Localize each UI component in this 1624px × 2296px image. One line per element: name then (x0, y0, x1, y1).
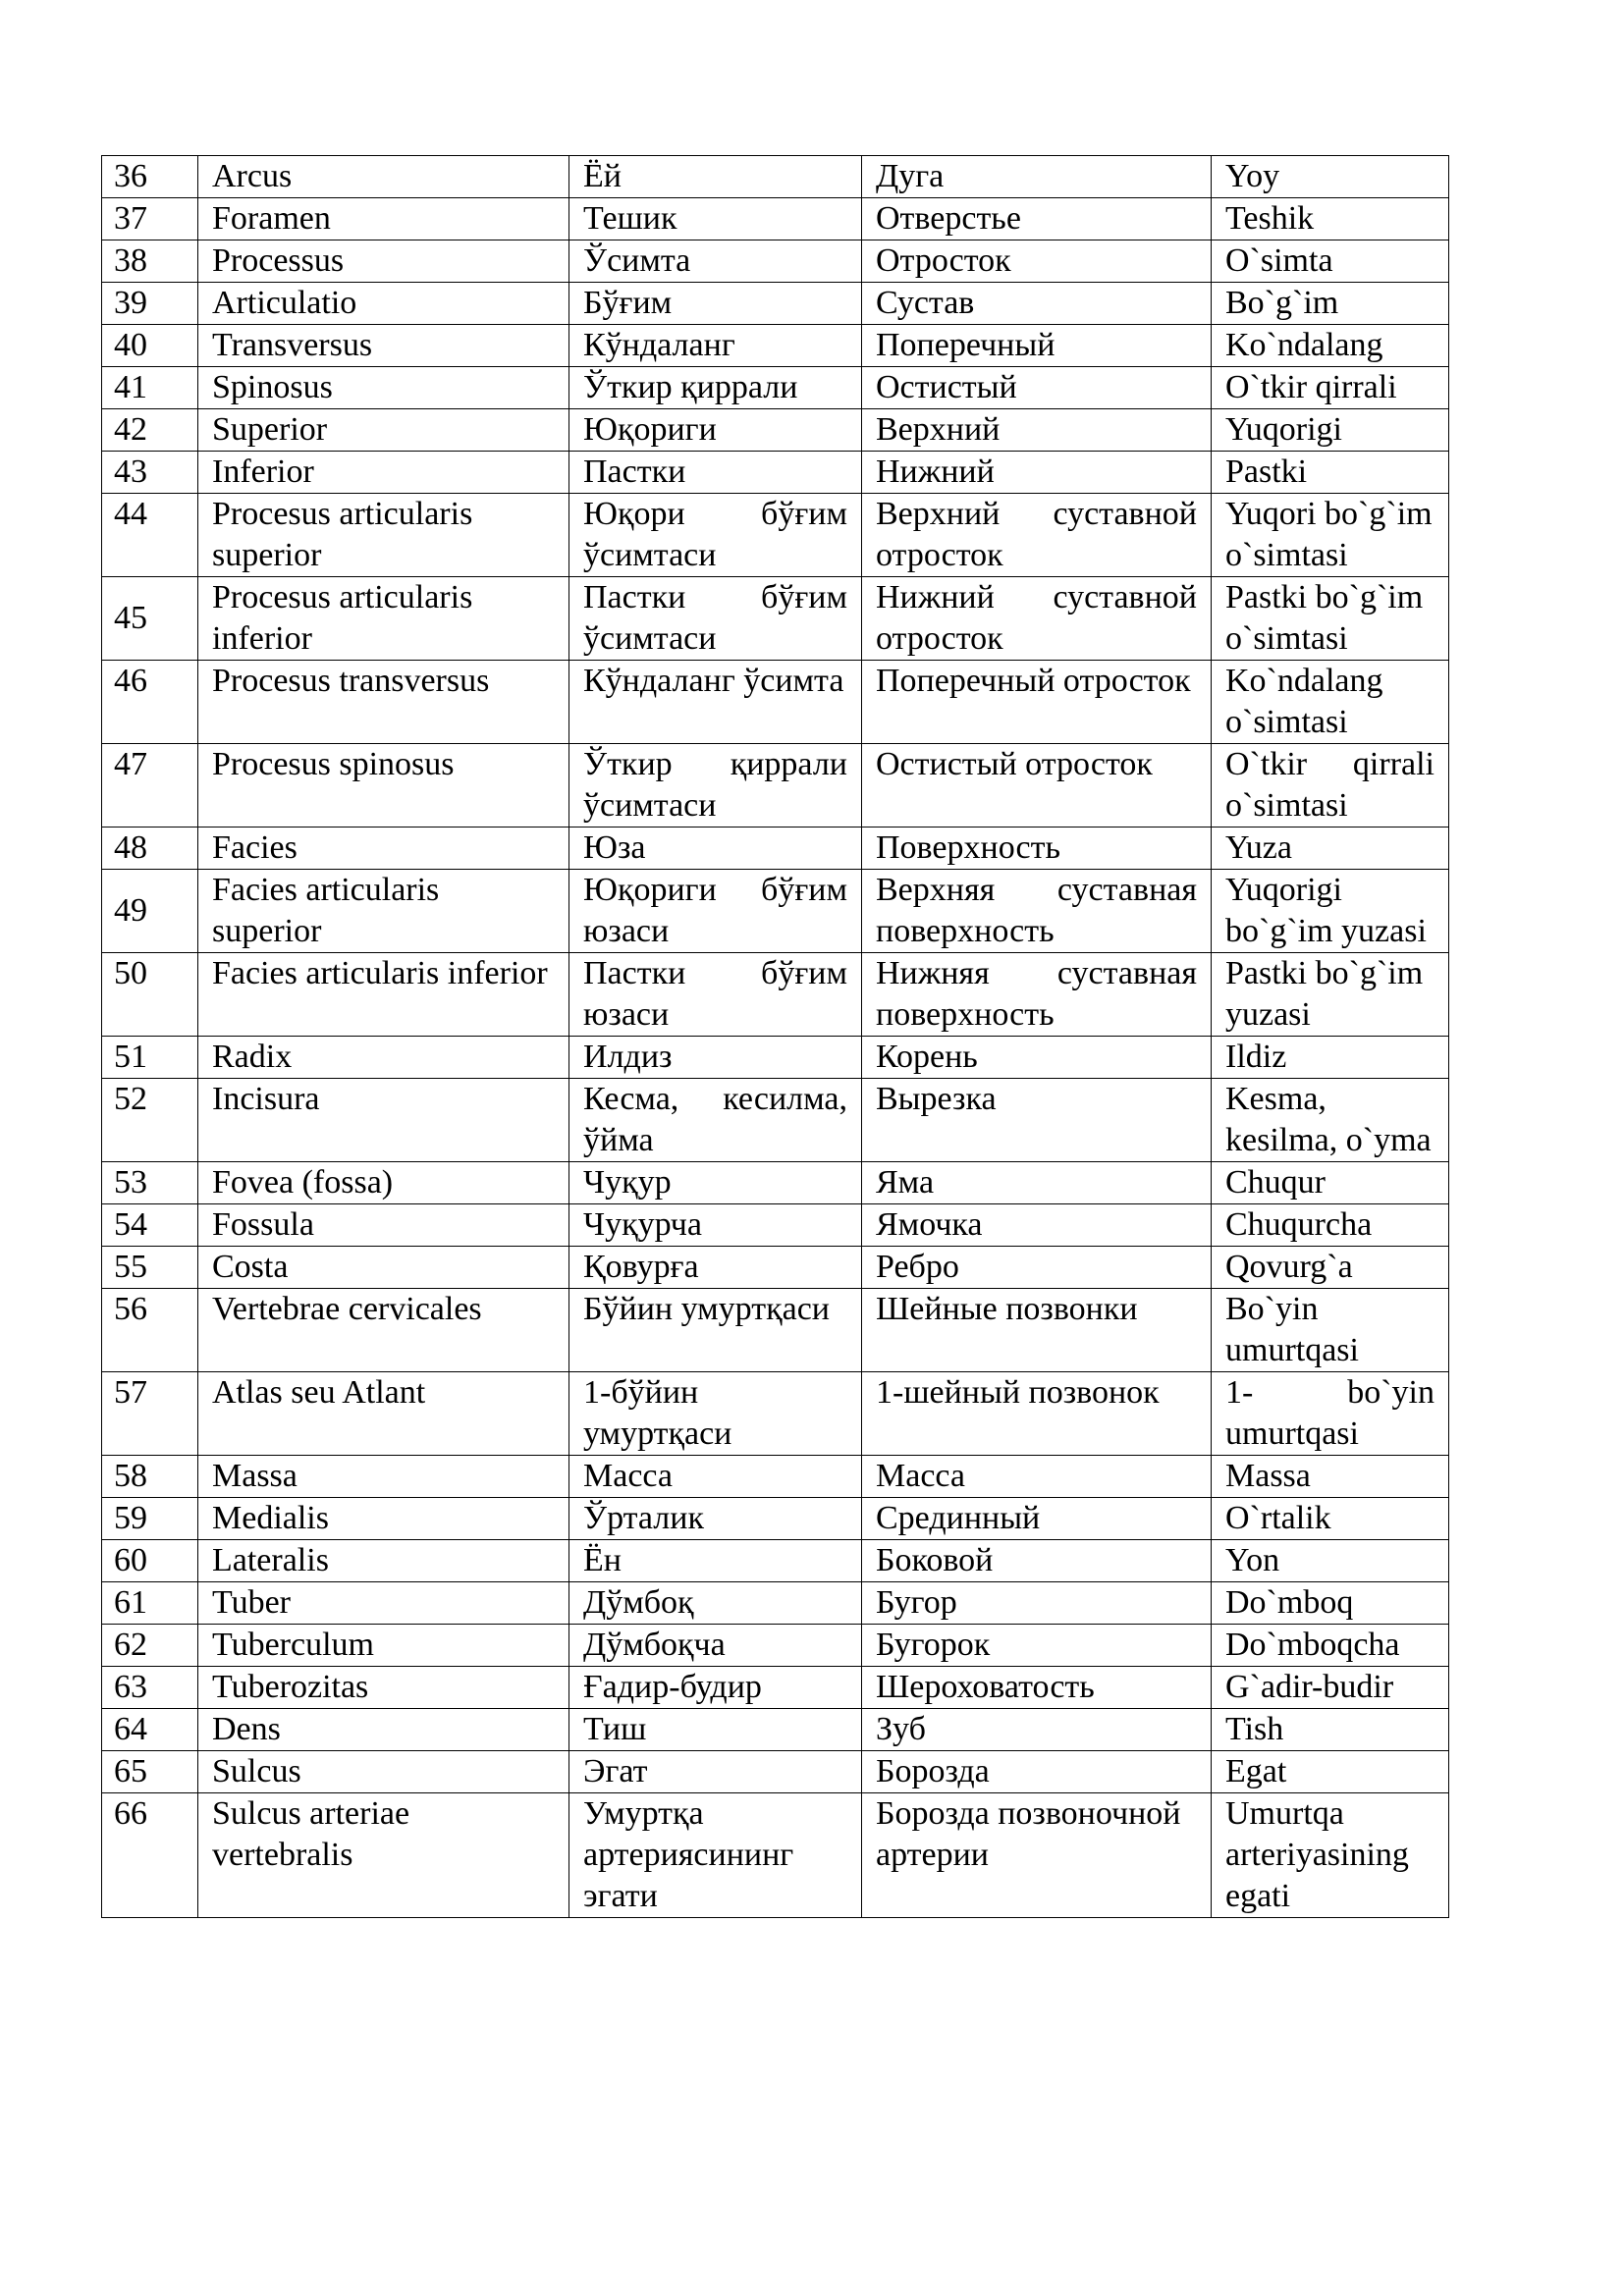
latin-term-cell: Medialis (198, 1498, 569, 1540)
uzbek-cyrillic-term-cell: Тешик (569, 198, 862, 240)
table-row (102, 1204, 1449, 1247)
uzbek-cyrillic-term-cell: 1-бўйин умуртқаси (569, 1372, 862, 1456)
russian-term-cell: Шероховатость (862, 1667, 1212, 1709)
latin-term-cell: Facies articularis superior (198, 870, 569, 953)
uzbek-cyrillic-term-cell: Ёй (569, 156, 862, 198)
uzbek-cyrillic-term-cell: Бўғим (569, 283, 862, 325)
uzbek-latin-term-cell: Bo`yin umurtqasi (1212, 1289, 1449, 1372)
uzbek-cyrillic-term-cell: Юқориги (569, 409, 862, 452)
latin-term-cell: Spinosus (198, 367, 569, 409)
uzbek-latin-term-cell: G`adir-budir (1212, 1667, 1449, 1709)
uzbek-latin-term-cell: Massa (1212, 1456, 1449, 1498)
table-row (102, 325, 1449, 367)
uzbek-latin-term-cell: Ko`ndalang (1212, 325, 1449, 367)
uzbek-cyrillic-term-cell: Кўндаланг ўсимта (569, 661, 862, 744)
uzbek-latin-term-cell: O`tkir qirrali (1212, 367, 1449, 409)
row-number-cell: 59 (102, 1498, 198, 1540)
uzbek-cyrillic-term-cell: Пастки бўғим ўсимтаси (569, 577, 862, 661)
latin-term-cell: Facies articularis inferior (198, 953, 569, 1037)
russian-term-cell: Верхний (862, 409, 1212, 452)
russian-term-cell: Шейные позвонки (862, 1289, 1212, 1372)
uzbek-cyrillic-term-cell: Ўткир қиррали (569, 367, 862, 409)
russian-term-cell: Поперечный отросток (862, 661, 1212, 744)
uzbek-latin-term-cell: Chuqur (1212, 1162, 1449, 1204)
russian-term-cell: Борозда позвоночной артерии (862, 1793, 1212, 1918)
russian-term-cell: Дуга (862, 156, 1212, 198)
uzbek-latin-term-cell: 1- bo`yin umurtqasi (1212, 1372, 1449, 1456)
latin-term-cell: Fossula (198, 1204, 569, 1247)
uzbek-cyrillic-term-cell: Дўмбоқ (569, 1582, 862, 1625)
terminology-table-body (102, 156, 1449, 1918)
uzbek-latin-term-cell: Chuqurcha (1212, 1204, 1449, 1247)
row-number-cell: 47 (102, 744, 198, 828)
row-number-cell: 36 (102, 156, 198, 198)
uzbek-latin-term-cell: Yoy (1212, 156, 1449, 198)
table-row (102, 1709, 1449, 1751)
row-number-cell: 46 (102, 661, 198, 744)
uzbek-cyrillic-term-cell: Қовурға (569, 1247, 862, 1289)
latin-term-cell: Fovea (fossa) (198, 1162, 569, 1204)
uzbek-cyrillic-term-cell: Юза (569, 828, 862, 870)
row-number-cell: 62 (102, 1625, 198, 1667)
russian-term-cell: Остистый (862, 367, 1212, 409)
latin-term-cell: Facies (198, 828, 569, 870)
uzbek-latin-term-cell: O`simta (1212, 240, 1449, 283)
russian-term-cell: Бугор (862, 1582, 1212, 1625)
table-row (102, 661, 1449, 744)
uzbek-cyrillic-term-cell: Кўндаланг (569, 325, 862, 367)
row-number-cell: 37 (102, 198, 198, 240)
latin-term-cell: Tuberozitas (198, 1667, 569, 1709)
row-number-cell: 57 (102, 1372, 198, 1456)
uzbek-cyrillic-term-cell: Пастки бўғим юзаси (569, 953, 862, 1037)
row-number-cell: 38 (102, 240, 198, 283)
latin-term-cell: Massa (198, 1456, 569, 1498)
uzbek-latin-term-cell: Teshik (1212, 198, 1449, 240)
latin-term-cell: Dens (198, 1709, 569, 1751)
row-number-cell: 52 (102, 1079, 198, 1162)
uzbek-latin-term-cell: Egat (1212, 1751, 1449, 1793)
row-number-cell: 60 (102, 1540, 198, 1582)
table-row (102, 1625, 1449, 1667)
table-row (102, 577, 1449, 661)
table-row (102, 1289, 1449, 1372)
row-number-cell: 66 (102, 1793, 198, 1918)
row-number-cell: 41 (102, 367, 198, 409)
table-row (102, 1079, 1449, 1162)
latin-term-cell: Vertebrae cervicales (198, 1289, 569, 1372)
uzbek-latin-term-cell: Yon (1212, 1540, 1449, 1582)
table-row (102, 1037, 1449, 1079)
latin-term-cell: Articulatio (198, 283, 569, 325)
uzbek-latin-term-cell: Ildiz (1212, 1037, 1449, 1079)
latin-term-cell: Foramen (198, 198, 569, 240)
table-row (102, 828, 1449, 870)
row-number-cell: 58 (102, 1456, 198, 1498)
uzbek-latin-term-cell: O`tkir qirrali o`simtasi (1212, 744, 1449, 828)
table-row (102, 1247, 1449, 1289)
row-number-cell: 65 (102, 1751, 198, 1793)
uzbek-cyrillic-term-cell: Пастки (569, 452, 862, 494)
row-number-cell: 43 (102, 452, 198, 494)
russian-term-cell: Нижний суставной отросток (862, 577, 1212, 661)
row-number-cell: 63 (102, 1667, 198, 1709)
table-row (102, 1751, 1449, 1793)
russian-term-cell: Сустав (862, 283, 1212, 325)
russian-term-cell: Срединный (862, 1498, 1212, 1540)
uzbek-cyrillic-term-cell: Илдиз (569, 1037, 862, 1079)
uzbek-cyrillic-term-cell: Ён (569, 1540, 862, 1582)
uzbek-cyrillic-term-cell: Юқориги бўғим юзаси (569, 870, 862, 953)
uzbek-latin-term-cell: O`rtalik (1212, 1498, 1449, 1540)
uzbek-latin-term-cell: Ko`ndalang o`simtasi (1212, 661, 1449, 744)
table-row (102, 1162, 1449, 1204)
russian-term-cell: Яма (862, 1162, 1212, 1204)
row-number-cell: 51 (102, 1037, 198, 1079)
latin-term-cell: Tuber (198, 1582, 569, 1625)
russian-term-cell: Остистый отросток (862, 744, 1212, 828)
russian-term-cell: Корень (862, 1037, 1212, 1079)
russian-term-cell: Ямочка (862, 1204, 1212, 1247)
table-row (102, 1667, 1449, 1709)
latin-term-cell: Inferior (198, 452, 569, 494)
russian-term-cell: Верхний суставной отросток (862, 494, 1212, 577)
russian-term-cell: Нижняя суставная поверхность (862, 953, 1212, 1037)
uzbek-latin-term-cell: Pastki (1212, 452, 1449, 494)
table-row (102, 744, 1449, 828)
uzbek-latin-term-cell: Yuqorigi bo`g`im yuzasi (1212, 870, 1449, 953)
uzbek-cyrillic-term-cell: Чуқур (569, 1162, 862, 1204)
uzbek-latin-term-cell: Yuza (1212, 828, 1449, 870)
latin-term-cell: Arcus (198, 156, 569, 198)
latin-term-cell: Atlas seu Atlant (198, 1372, 569, 1456)
latin-term-cell: Procesus articularis superior (198, 494, 569, 577)
table-row (102, 870, 1449, 953)
latin-term-cell: Transversus (198, 325, 569, 367)
table-row (102, 1540, 1449, 1582)
russian-term-cell: Ребро (862, 1247, 1212, 1289)
table-row (102, 494, 1449, 577)
russian-term-cell: Поперечный (862, 325, 1212, 367)
russian-term-cell: Масса (862, 1456, 1212, 1498)
row-number-cell: 56 (102, 1289, 198, 1372)
uzbek-cyrillic-term-cell: Эгат (569, 1751, 862, 1793)
latin-term-cell: Radix (198, 1037, 569, 1079)
uzbek-cyrillic-term-cell: Кесма, кесилма, ўйма (569, 1079, 862, 1162)
russian-term-cell: Зуб (862, 1709, 1212, 1751)
row-number-cell: 39 (102, 283, 198, 325)
uzbek-latin-term-cell: Bo`g`im (1212, 283, 1449, 325)
table-row (102, 1498, 1449, 1540)
row-number-cell: 55 (102, 1247, 198, 1289)
russian-term-cell: Отросток (862, 240, 1212, 283)
uzbek-latin-term-cell: Umurtqa arteriyasining egati (1212, 1793, 1449, 1918)
latin-term-cell: Incisura (198, 1079, 569, 1162)
row-number-cell: 53 (102, 1162, 198, 1204)
uzbek-latin-term-cell: Tish (1212, 1709, 1449, 1751)
table-row (102, 283, 1449, 325)
uzbek-cyrillic-term-cell: Ўсимта (569, 240, 862, 283)
latin-term-cell: Costa (198, 1247, 569, 1289)
uzbek-cyrillic-term-cell: Дўмбоқча (569, 1625, 862, 1667)
table-row (102, 1582, 1449, 1625)
terminology-table (101, 155, 1449, 1918)
uzbek-latin-term-cell: Kesma, kesilma, o`yma (1212, 1079, 1449, 1162)
table-row (102, 1793, 1449, 1918)
russian-term-cell: Верхняя суставная поверхность (862, 870, 1212, 953)
latin-term-cell: Lateralis (198, 1540, 569, 1582)
uzbek-latin-term-cell: Pastki bo`g`im o`simtasi (1212, 577, 1449, 661)
uzbek-latin-term-cell: Do`mboqcha (1212, 1625, 1449, 1667)
row-number-cell: 44 (102, 494, 198, 577)
row-number-cell: 54 (102, 1204, 198, 1247)
russian-term-cell: Борозда (862, 1751, 1212, 1793)
uzbek-latin-term-cell: Do`mboq (1212, 1582, 1449, 1625)
uzbek-latin-term-cell: Pastki bo`g`im yuzasi (1212, 953, 1449, 1037)
uzbek-latin-term-cell: Qovurg`a (1212, 1247, 1449, 1289)
row-number-cell: 48 (102, 828, 198, 870)
russian-term-cell: Нижний (862, 452, 1212, 494)
row-number-cell: 50 (102, 953, 198, 1037)
row-number-cell: 61 (102, 1582, 198, 1625)
latin-term-cell: Tuberculum (198, 1625, 569, 1667)
row-number-cell: 64 (102, 1709, 198, 1751)
russian-term-cell: Поверхность (862, 828, 1212, 870)
uzbek-cyrillic-term-cell: Ўрталик (569, 1498, 862, 1540)
uzbek-latin-term-cell: Yuqori bo`g`im o`simtasi (1212, 494, 1449, 577)
table-row (102, 409, 1449, 452)
russian-term-cell: Боковой (862, 1540, 1212, 1582)
latin-term-cell: Procesus articularis inferior (198, 577, 569, 661)
uzbek-cyrillic-term-cell: Тиш (569, 1709, 862, 1751)
russian-term-cell: 1-шейный позвонок (862, 1372, 1212, 1456)
latin-term-cell: Procesus spinosus (198, 744, 569, 828)
table-row (102, 156, 1449, 198)
uzbek-cyrillic-term-cell: Масса (569, 1456, 862, 1498)
russian-term-cell: Бугорок (862, 1625, 1212, 1667)
table-row (102, 1372, 1449, 1456)
uzbek-cyrillic-term-cell: Чуқурча (569, 1204, 862, 1247)
row-number-cell: 45 (102, 577, 198, 661)
row-number-cell: 40 (102, 325, 198, 367)
table-row (102, 198, 1449, 240)
table-row (102, 452, 1449, 494)
latin-term-cell: Superior (198, 409, 569, 452)
latin-term-cell: Procesus transversus (198, 661, 569, 744)
uzbek-cyrillic-term-cell: Ўткир қиррали ўсимтаси (569, 744, 862, 828)
russian-term-cell: Отверстье (862, 198, 1212, 240)
uzbek-cyrillic-term-cell: Умуртқа артериясининг эгати (569, 1793, 862, 1918)
row-number-cell: 49 (102, 870, 198, 953)
uzbek-cyrillic-term-cell: Бўйин умуртқаси (569, 1289, 862, 1372)
uzbek-cyrillic-term-cell: Юқори бўғим ўсимтаси (569, 494, 862, 577)
row-number-cell: 42 (102, 409, 198, 452)
latin-term-cell: Processus (198, 240, 569, 283)
table-row (102, 240, 1449, 283)
table-row (102, 1456, 1449, 1498)
latin-term-cell: Sulcus (198, 1751, 569, 1793)
uzbek-cyrillic-term-cell: Ғадир-будир (569, 1667, 862, 1709)
latin-term-cell: Sulcus arteriae vertebralis (198, 1793, 569, 1918)
uzbek-latin-term-cell: Yuqorigi (1212, 409, 1449, 452)
table-row (102, 953, 1449, 1037)
table-row (102, 367, 1449, 409)
russian-term-cell: Вырезка (862, 1079, 1212, 1162)
